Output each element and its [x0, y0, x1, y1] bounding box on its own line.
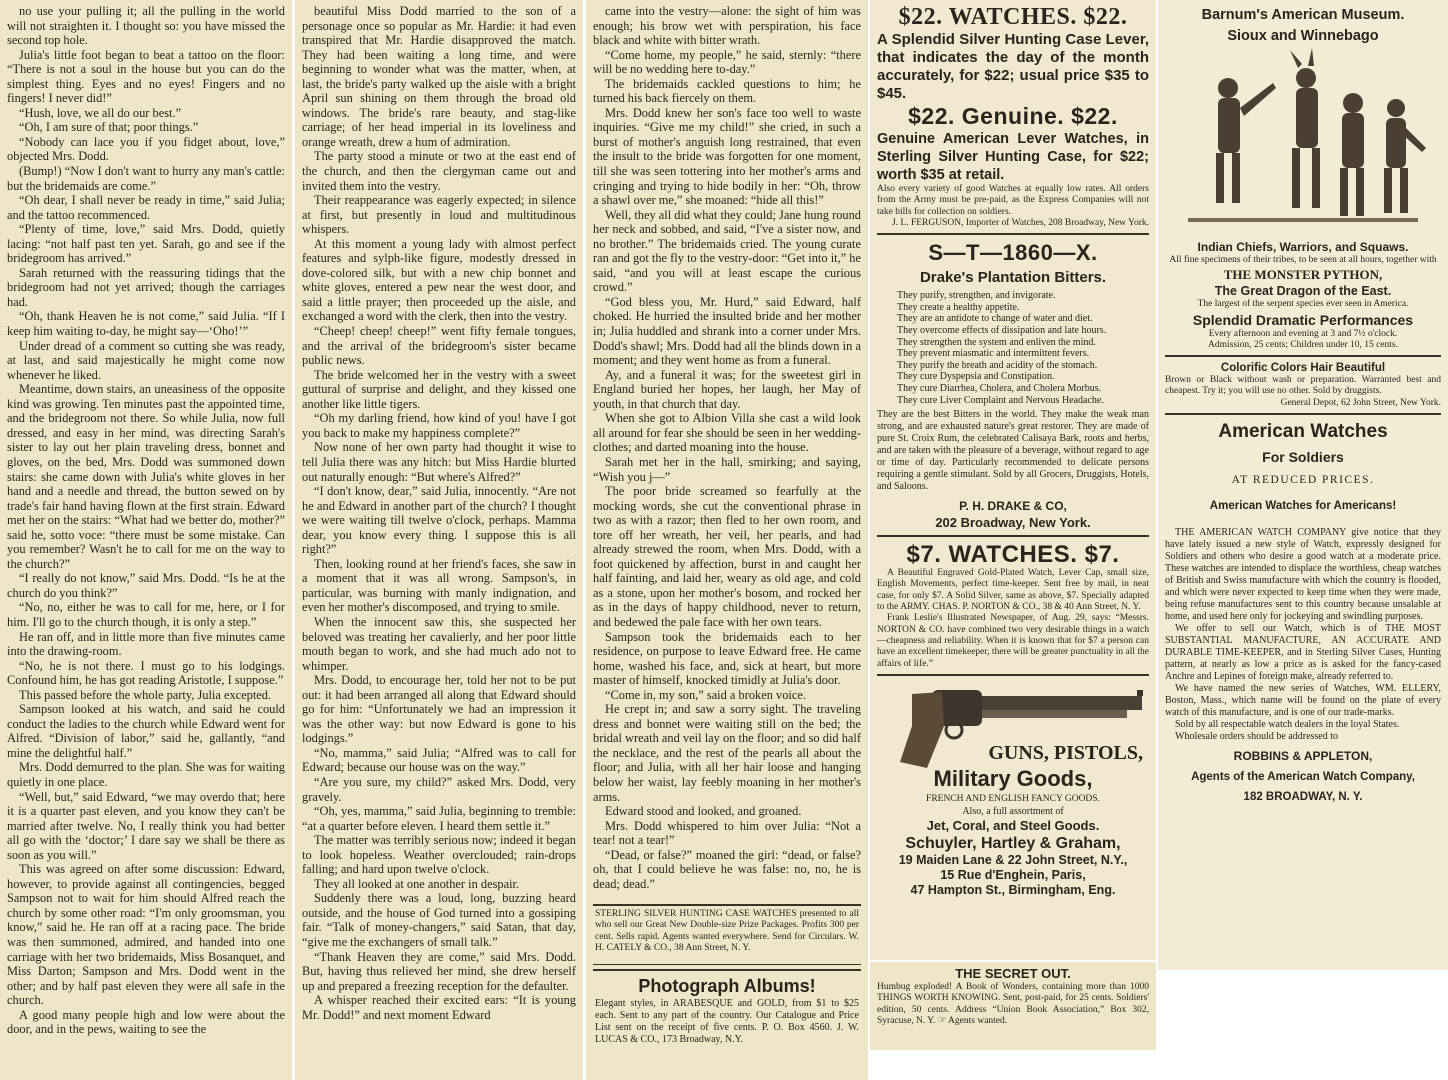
- story-paragraph: When the innocent saw this, she suspected her beloved was treating her cavalierly, and her poor little mouth began to work, and she had much ado not to whimper.: [302, 614, 576, 673]
- robbins-appleton-ad: [1165, 419, 1441, 807]
- drake-head: S—T—1860—X.: [928, 240, 1098, 266]
- drake-list-item: They cure Diarrhea, Cholera, and Cholera Morbus.: [897, 382, 1102, 394]
- robbins-sig-2: Agents of the American Watch Company,: [1191, 771, 1415, 784]
- robbins-sub2: AT REDUCED PRICES.: [1231, 474, 1375, 487]
- norton-head: $7. WATCHES. $7.: [906, 541, 1120, 569]
- hair-dye-ad: [1165, 361, 1441, 409]
- story-paragraph: Well, they all did what they could; Jane hung round her neck and sobbed, and said, “I've a sister now, and no brother.” The bridemaids cried. The young curate ran and got the fly to the vestry-door: “Get into it,” he said, “and you will at least escape the curious crowd.”: [593, 207, 861, 295]
- story-paragraph: (Bump!) “Now I don't want to hurry any man's cattle: but the bridemaids are come.”: [7, 164, 285, 193]
- schuyler-l3: FRENCH AND ENGLISH FANCY GOODS.: [926, 793, 1100, 804]
- ferguson-head-1: $22. WATCHES. $22.: [898, 4, 1128, 30]
- story-paragraph: “Are you sure, my child?” asked Mrs. Dodd, very gravely.: [302, 774, 576, 804]
- story-column-3: [586, 0, 868, 1080]
- story-paragraph: Edward stood and looked, and groaned.: [605, 804, 802, 819]
- robbins-p5: Wholesale orders should be addressed to: [1175, 731, 1339, 743]
- drake-sig-1: P. H. DRAKE & CO,: [959, 499, 1067, 514]
- ferguson-body-1: A Splendid Silver Hunting Case Lever, that indicates the day of the month accurately, for $22; usual price $35 to $45.: [877, 31, 1149, 102]
- barnum-l8: Admission, 25 cents; Children under 10, 15 cents.: [1208, 339, 1398, 350]
- story-paragraph: When she got to Albion Villa she cast a wild look all around for fear she should be seen in her wedding-clothes; and darted moaning into the house.: [593, 411, 861, 455]
- story-paragraph: This was agreed on after some discussion: Edward, however, to provide against all contingencies, begged Sampson not to wait for him should Alfred reach the church by some other road: “I'm only groomsman, you know,” said he. He ran off at a racing pace. The bride was then summoned, admired, and handed into one carriage with her two bridemaids, Miss Bosanquet, and Miss Darton; Sampson and Mrs. Dodd went in the other; and by half past eleven they were all safe in the church.: [7, 862, 285, 1008]
- barnum-title: Barnum's American Museum.: [1201, 7, 1405, 23]
- story-paragraph: Sampson took the bridemaids each to her residence, on purpose to leave Edward free. He came home, washed his face, and, sick at heart, but more master of himself, knocked timidly at Julia's door.: [593, 629, 861, 688]
- drake-title: Drake's Plantation Bitters.: [919, 269, 1107, 287]
- story-paragraph: Suddenly there was a loud, long, buzzing heard outside, and the house of God turned into a gossiping fair. “Talk of money-changers,” said Satan, that day, “give me the exchangers of small talk.”: [302, 891, 576, 949]
- secret-body: Humbug exploded! A Book of Wonders, containing more than 1000 THINGS WORTH KNOWING. Sent, post-paid, for 25 cents. Soldiers' edition, 50 cents. Address “Union Book Association,” Box 302, Syracuse, N. Y. ☞ Agents wanted.: [877, 982, 1149, 1026]
- drake-bitters-ad: [877, 239, 1149, 531]
- story-paragraph: beautiful Miss Dodd married to the son of a personage once so popular as Mr. Hardie: it had even transpired that Mr. Hardie disapproved the match. They had been waiting a long time, and were beginning to wonder what was the matter, when, at last, the bride's party walked up the aisle with a bright April sun shining on them through the broad old windows. The bride's rare beauty, and stag-like carriage; of her head imperial in its loveliness and orange wreath, drew a hum of admiration.: [302, 4, 576, 149]
- story-paragraph: Mrs. Dodd, to encourage her, told her not to be put out: it had been arranged all along that Edward should go for him: “Unfortunately we had an impression it was the other way: but now Edward is gone to his lodgings.”: [302, 673, 576, 746]
- robbins-sig-3: 182 BROADWAY, N. Y.: [1243, 791, 1363, 804]
- story-paragraph: “No, he is not there. I must go to his lodgings. Confound him, he has got reading Aristotle, I suppose.”: [7, 658, 285, 688]
- story-paragraph: “Plenty of time, love,” said Mrs. Dodd, quietly lacing: “not half past ten yet. Sarah, go and see if the bridegroom has arrived.”: [7, 222, 285, 266]
- robbins-p1: THE AMERICAN WATCH COMPANY give notice that they have lately issued a new style of Watch, expressly designed for Soldiers and others who desire a good watch at a moderate price. These watches are intended to displace the worthless, cheap watches of British and Swiss manufacture with which the country is flooded, and which were never expected to keep time when they were made, being refuse manufactures sent to this country because unsalable at home, and used here only for jockeying and swindling purposes.: [1165, 527, 1441, 623]
- story-paragraph: Julia's little foot began to beat a tattoo on the floor: “There is not a soul in the house but you can do the simplest thing. Eyes and no eyes! Fingers and no fingers! I never did!”: [7, 47, 285, 106]
- drake-list-item: They overcome effects of dissipation and late hours.: [897, 324, 1107, 336]
- divider: [877, 233, 1149, 235]
- story-paragraph: A whisper reached their excited ears: “It is young Mr. Dodd!” and next moment Edward: [302, 993, 576, 1022]
- drake-list-item: They create a healthy appetite.: [897, 301, 1020, 313]
- photo-ad-body: Elegant styles, in ARABESQUE and GOLD, from $1 to $25 each. Sent to any part of the country. Our Catalogue and Price List sent on the receipt of five cents. P. O. Box 4560. J. W. LUCAS & CO., 173 Broadway, N.Y.: [595, 998, 859, 1045]
- story-paragraph: The bride welcomed her in the vestry with a sweet guttural of surprise and delight, and they kissed one another like little tigers.: [302, 367, 576, 411]
- story-paragraph: Sarah met her in the hall, smirking; and saying, “Wish you j—”: [593, 454, 861, 484]
- barnum-l7: Every afternoon and evening at 3 and 7½ o'clock.: [1208, 328, 1398, 339]
- story-paragraph: The poor bride screamed so fearfully at the mocking words, she cut the conventional phrase in two as with a razor; then fled to her own room, and tore off her wreath, her veil, her pearls, and had already strewed the room, when Mrs. Dodd, with a foot quickened by affection, burst in and caught her half fainting, and laid her, weary as old age, and cold as a stone, upon her mother's bosom, and rocked her as in the days of happy childhood, never to return, and bedewed the pale face with her own tears.: [593, 484, 861, 629]
- story-paragraph: The party stood a minute or two at the east end of the church, and then the clergyman came out and invited them into the vestry.: [302, 149, 576, 193]
- story-paragraph: At this moment a young lady with almost perfect features and sylph-like figure, modestly dressed in dove-colored silk, but with a new chip bonnet and white gloves, entered a pew near the west door, and said a little prayer; then proceeded up the aisle, and exchanged a word with the clerk, then into the vestry.: [302, 236, 576, 324]
- story-paragraph: The matter was terribly serious now; indeed it began to look hopeless. Weather overclouded; rain-drops falling; and hard upon twelve o'clock.: [302, 833, 576, 877]
- story-paragraph: “Thank Heaven they are come,” said Mrs. Dodd. But, having thus relieved her mind, she drew herself up and prepared a freezing reception for the defaulter.: [302, 949, 576, 993]
- schuyler-l9: 47 Hampton St., Birmingham, Eng.: [910, 882, 1116, 897]
- barnum-l4: The Great Dragon of the East.: [1214, 284, 1392, 299]
- story-paragraph: came into the vestry—alone: the sight of him was enough; his brow wet with perspiration, his face black and white with bitter wrath.: [593, 4, 861, 48]
- hair-title: Colorific Colors Hair Beautiful: [1220, 362, 1386, 375]
- barnum-l3: THE MONSTER PYTHON,: [1223, 267, 1383, 283]
- robbins-slogan: American Watches for Americans!: [1209, 500, 1397, 513]
- story-paragraph: “Well, but,” said Edward, “we may overdo that; here it is a quarter past eleven, and you know they can't be married after twelve. No, I really think you had better all go with the ‘doctor;’ I dare say we shall be there as soon as you will.”: [7, 789, 285, 862]
- barnum-sub: Sioux and Winnebago: [1227, 28, 1379, 44]
- story-paragraph: “Nobody can lace you if you fidget about, love,” objected Mrs. Dodd.: [7, 134, 285, 164]
- drake-list-item: They purify, strengthen, and invigorate.: [897, 290, 1056, 302]
- cately-ad-text: STERLING SILVER HUNTING CASE WATCHES presented to all who sell our Great New Double-size Prize Packages. Profits 300 per cent. Sells rapid. Agents wanted everywhere. Send for Circulars. W. H. CATELY & CO., 38 Ann Street, N. Y.: [595, 909, 859, 953]
- drake-list-item: They cure Liver Complaint and Nervous Headache.: [897, 394, 1104, 406]
- story-column-2: [295, 0, 583, 1080]
- story-paragraph: “Oh, I am sure of that; poor things.”: [19, 120, 199, 135]
- story-paragraph: He ran off, and in little more than five minutes came into the drawing-room.: [7, 629, 285, 659]
- divider: [877, 535, 1149, 537]
- ads-column-2: [1158, 0, 1448, 970]
- story-paragraph: “Hush, love, we all do our best.”: [19, 105, 182, 120]
- norton-body-1: A Beautiful Engraved Gold-Plated Watch, Lever Cap, small size, English Movements, perfect time-keeper. Sent free by mail, in neat case, for only $7. A Solid Silver, same as above, $7. Specially adapted to the ARMY. CHAS. P. NORTON & CO., 38 & 40 Ann Street, N. Y.: [877, 568, 1149, 613]
- story-paragraph: Now none of her own party had thought it wise to tell Julia there was any hitch: but Miss Hardie blurted out naturally enough: “But where's Alfred?”: [302, 440, 576, 484]
- schuyler-l1: GUNS, PISTOLS,: [988, 741, 1143, 764]
- drake-sig-2: 202 Broadway, New York.: [935, 515, 1091, 531]
- robbins-title: American Watches: [1218, 421, 1388, 443]
- ads-column-1: [870, 0, 1156, 960]
- drake-list-item: They strengthen the system and enliven the mind.: [897, 336, 1096, 348]
- story-paragraph: “Oh, yes, mamma,” said Julia, beginning to tremble: “at a quarter before eleven. I heard them settle it.”: [302, 804, 576, 833]
- schuyler-l7: 19 Maiden Lane & 22 John Street, N.Y.,: [898, 852, 1128, 867]
- story-paragraph: Mrs. Dodd whispered to him over Julia: “Not a tear! not a tear!”: [593, 818, 861, 848]
- story-paragraph: “Come home, my people,” he said, sternly: “there will be no wedding here to-day.”: [593, 47, 861, 77]
- story-paragraph: Under dread of a comment so cutting she was ready, at last, and said majestically he might come now whenever he liked.: [7, 338, 285, 382]
- story-paragraph: “God bless you, Mr. Hurd,” said Edward, half choked. He hurried the insulted bride and her mother in; Julia huddled and shrank into a corner under Mrs. Dodd's shawl; Mrs. Dodd had all the blinds down in a moment; and they went home as from a funeral.: [593, 294, 861, 368]
- story-paragraph: He crept in; and saw a sorry sight. The traveling dress and bonnet were waiting still on the bed; the bridal wreath and veil lay on the floor; and so did half the necklace, and the rest of the pearls all about the floor; and Julia, with all her hair loose and hanging below her waist, lay feebly moaning in her mother's arms.: [593, 702, 861, 804]
- schuyler-guns-ad: [877, 680, 1149, 895]
- schuyler-l6: Schuyler, Hartley & Graham,: [905, 834, 1121, 852]
- robbins-p2: We offer to sell our Watch, which is of THE MOST SUBSTANTIAL MANUFACTURE, AN ACCURATE AND DURABLE TIME-KEEPER, and in Sterling Silver Cases, Hunting pattern, at nearly as low a price as is asked for the fancy-cased Anchre and Lepines of foreign make, already referred to.: [1165, 623, 1441, 683]
- story-paragraph: “Oh my darling friend, how kind of you! have I got you back to make my happiness complete?”: [302, 411, 576, 440]
- indian-warriors-illustration: [1178, 48, 1428, 238]
- schuyler-l5: Jet, Coral, and Steel Goods.: [926, 817, 1100, 833]
- story-column-1: [0, 0, 292, 1080]
- barnum-l1: Indian Chiefs, Warriors, and Squaws.: [1197, 240, 1409, 254]
- story-paragraph: “I really do not know,” said Mrs. Dodd. “Is he at the church do you think?”: [7, 571, 285, 600]
- norton-watches-ad: [877, 541, 1149, 670]
- hair-body: Brown or Black without wash or preparation. Warranted best and cheapest. Try it; you will use no other. Sold by druggists.: [1165, 375, 1441, 397]
- norton-body-2: Frank Leslie's Illustrated Newspaper, of Aug. 29, says: “Messrs. NORTON & CO. have combined two very desirable things in a watch—cheapness and reliability. When it is known that for $7 a person can have an excellent timekeeper, there will be greater punctuality in all the affairs of life.”: [877, 613, 1149, 669]
- story-paragraph: Their reappearance was eagerly expected; in silence at first, but presently in loud and multitudinous whispers.: [302, 193, 576, 237]
- drake-list-item: They purify the breath and acidity of the stomach.: [897, 359, 1098, 371]
- barnum-museum-ad: [1165, 4, 1441, 351]
- story-paragraph: “Cheep! cheep! cheep!” went fifty female tongues, and the arrival of the bridegroom's sister became public news.: [302, 324, 576, 368]
- story-paragraph: no use your pulling it; all the pulling in the world will not straighten it. I thought so: you have missed the second top hole.: [7, 4, 285, 48]
- ferguson-small: Also every variety of good Watches at equally low rates. All orders from the Army must be pre-paid, as the Express Companies will not take bills for collection on soldiers.: [877, 184, 1149, 217]
- story-paragraph: Sampson looked at his watch, and said he could conduct the ladies to the church while Edward went for Alfred. “Division of labor,” said he, gallantly, “and mine the delightful half.”: [7, 702, 285, 760]
- story-paragraph: They all looked at one another in despair.: [314, 876, 520, 891]
- drake-list: [877, 290, 1149, 406]
- story-paragraph: A good many people high and low were about the door, and in the pews, waiting to see the: [7, 1007, 285, 1037]
- story-paragraph: “No, mamma,” said Julia; “Alfred was to call for Edward; because our house was on the way.”: [302, 745, 576, 775]
- story-paragraph: Mrs. Dodd knew her son's face too well to waste inquiries. “Give me my child!” she cried, in such a burst of mother's anguish long restrained, that even the insult to the bride was forgotten for one moment, till she was seen tottering into her mother's arms and cringing and trying to hide bodily in her: “Oh, throw a shawl over me,” she moaned: “hide all this!”: [593, 105, 861, 208]
- secret-out-ad: [870, 962, 1156, 1050]
- photograph-albums-ad: [593, 969, 861, 1049]
- story-paragraph: This passed before the whole party, Julia excepted.: [19, 687, 272, 702]
- divider: [1165, 355, 1441, 357]
- drake-list-item: They are an antidote to change of water and diet.: [897, 313, 1093, 325]
- cately-watches-ad: [593, 904, 861, 965]
- divider: [877, 674, 1149, 676]
- story-paragraph: Mrs. Dodd demurred to the plan. She was for waiting quietly in one place.: [7, 760, 285, 789]
- schuyler-l8: 15 Rue d'Enghein, Paris,: [940, 867, 1086, 882]
- barnum-l2: All fine specimens of their tribes, to be seen at all hours, together with: [1169, 255, 1437, 265]
- story-paragraph: “Dead, or false?” moaned the girl: “dead, or false? oh, that I could believe he was false: no, no, he is dead; dead.”: [593, 847, 861, 891]
- story-paragraph: The bridemaids cackled questions to him; he turned his back fiercely on them.: [593, 76, 861, 106]
- story-paragraph: “Oh, thank Heaven he is not come,” said Julia. “If I keep him waiting to-day, he might say—‘Oho!’”: [7, 309, 285, 339]
- story-paragraph: “I don't know, dear,” said Julia, innocently. “Are not he and Edward in another part of the church? I thought we were waiting till twelve o'clock, perhaps. Mamma dear, you know every thing. I suppose this is all right?”: [302, 484, 576, 557]
- story-paragraph: Meantime, down stairs, an uneasiness of the opposite kind was growing. Ten minutes past the appointed time, and the bridegroom not there. So while Julia, now full dressed, and easy in her mind, was directing Sarah's sister to lay out her plain traveling dress, bonnet and gloves, on the bed, Mrs. Dodd was summoned down stairs: she came down with Julia's white gloves in her hand and a needle and thread, the button sewed on by trade's fair hand having flown at the first strain. Edward met her on the stairs: “What had we better do, mother?” said he, sotto voce: “there must be some mistake. Can you remember? Wasn't he to call for me on the way to the church?”: [7, 382, 285, 571]
- schuyler-l2: Military Goods,: [933, 765, 1093, 791]
- ferguson-signature: J. L. FERGUSON, Importer of Watches, 208 Broadway, New York.: [891, 217, 1149, 228]
- ferguson-body-2: Genuine American Lever Watches, in Sterling Silver Hunting Case, for $22; worth $35 at retail.: [877, 131, 1149, 183]
- story-paragraph: Sarah returned with the reassuring tidings that the bridegroom had not yet arrived; though the carriages had.: [7, 265, 285, 309]
- robbins-p4: Sold by all respectable watch dealers in the loyal States.: [1175, 719, 1400, 731]
- story-paragraph: “Come in, my son,” said a broken voice.: [605, 687, 806, 702]
- barnum-l5: The largest of the serpent species ever seen in America.: [1197, 299, 1409, 310]
- drake-list-item: They cure Dyspepsia and Constipation.: [897, 371, 1055, 383]
- robbins-sig-1: ROBBINS & APPLETON,: [1233, 749, 1373, 764]
- story-paragraph: Then, looking round at her friend's faces, she saw in a moment that it was all wrong. Sampson's, in particular, was burning with manly indignation, and even her mother's discomposed, and trying to smile.: [302, 556, 576, 615]
- hair-sig: General Depot, 62 John Street, New York.: [1280, 397, 1441, 408]
- drake-body: They are the best Bitters in the world. They make the weak man strong, and are exhausted nature's great restorer. They are made of pure St. Croix Rum, the celebrated Calisaya Bark, roots and herbs, and are taken with the pleasure of a beverage, without regard to age or time of day. Particularly recommended to delicate persons requiring a gentle stimulant. Sold by all Grocers, Druggists, Hotels, and Saloons.: [877, 409, 1149, 493]
- photo-ad-title: Photograph Albums!: [638, 976, 816, 996]
- ferguson-watches-ad: [877, 4, 1149, 229]
- barnum-l6: Splendid Dramatic Performances: [1192, 311, 1414, 328]
- story-paragraph: “No, no, either he was to call for me, here, or I for him. I'll go to the church though, it is only a step.”: [7, 600, 285, 629]
- story-paragraph: Ay, and a funeral it was; for the sweetest girl in England buried her hopes, her laugh, her May of youth, in that church that day.: [593, 367, 861, 411]
- schuyler-l4: Also, a full assortment of: [962, 805, 1064, 817]
- robbins-sub: For Soldiers: [1262, 449, 1344, 466]
- story-column-3-text: [593, 4, 861, 900]
- secret-title: THE SECRET OUT.: [955, 966, 1071, 981]
- divider: [1165, 413, 1441, 415]
- ferguson-head-2: $22. Genuine. $22.: [908, 103, 1118, 129]
- story-paragraph: “Oh dear, I shall never be ready in time,” said Julia; and the tattoo recommenced.: [7, 193, 285, 222]
- robbins-p3: We have named the new series of Watches, WM. ELLERY, Boston, Mass., which name will be found on the plate of every watch of this manufacture, and is one of our trade-marks.: [1165, 683, 1441, 719]
- drake-list-item: They prevent miasmatic and intermittent fevers.: [897, 348, 1090, 360]
